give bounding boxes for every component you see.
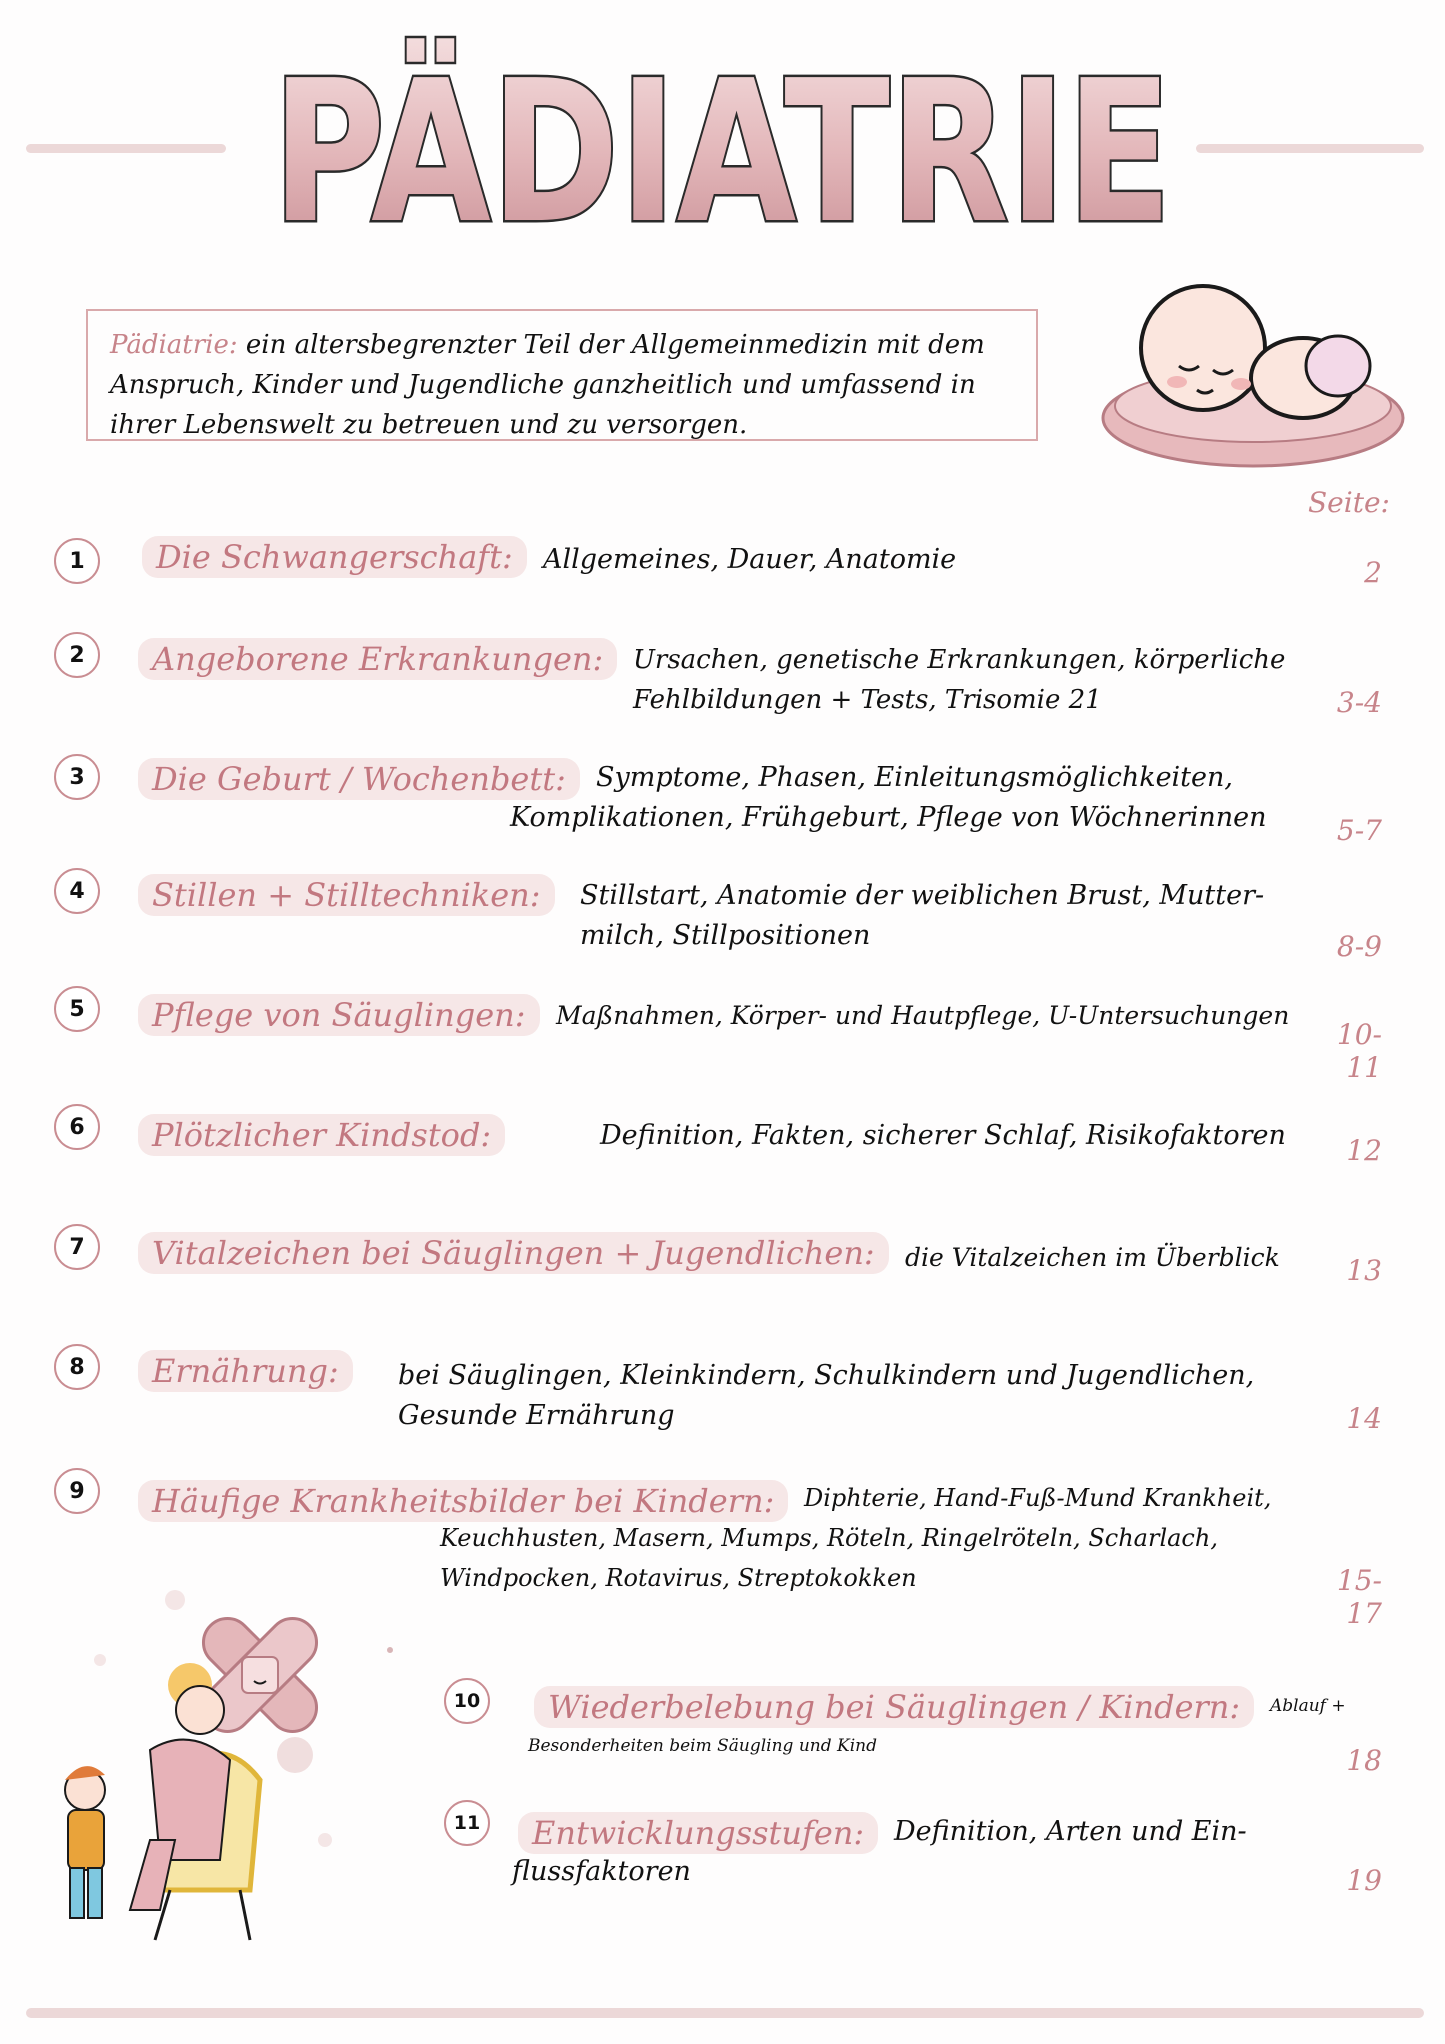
child-icon: [65, 1766, 105, 1918]
entry-description-line: Ursachen, genetische Erkrankungen, körperliche: [633, 645, 1286, 675]
entry-heading: Plötzlicher Kindstod:: [138, 1114, 505, 1156]
entry-page-number: 5-7: [1336, 814, 1382, 847]
entry-description-line: flussfaktoren: [512, 1856, 691, 1887]
top-rule-right: [1196, 144, 1424, 153]
nurse-child-illustration: [40, 1590, 430, 1950]
entry-description-line: Keuchhusten, Masern, Mumps, Röteln, Ringelröteln, Scharlach,: [440, 1524, 1218, 1552]
entry-description: [580, 876, 1290, 956]
entry-page-number: 13: [1346, 1254, 1382, 1287]
entry-number: 10: [444, 1678, 490, 1724]
entry-page-number: 2: [1364, 556, 1382, 589]
entry-heading: Wiederbelebung bei Säuglingen / Kindern:: [534, 1686, 1254, 1728]
entry-description: [510, 758, 1290, 838]
entry-description-line: Diphterie, Hand-Fuß-Mund Krankheit,: [804, 1484, 1272, 1512]
page-title-text: PÄDIATRIE: [272, 39, 1413, 267]
entry-number: 11: [444, 1800, 490, 1846]
top-rule-left: [26, 144, 226, 153]
entry-page-number: 19: [1346, 1864, 1382, 1897]
entry-description: [633, 640, 1290, 720]
definition-line-2: Anspruch, Kinder und Jugendliche ganzheitlich und umfassend in: [110, 370, 976, 400]
entry-heading: Stillen + Stilltechniken:: [138, 874, 555, 916]
entry-page-number: 12: [1346, 1134, 1382, 1167]
entry-description-line: Ablauf +: [1270, 1696, 1346, 1716]
sleeping-baby-illustration: [1093, 278, 1413, 478]
definition-line-3: ihrer Lebenswelt zu betreuen und zu versorgen.: [110, 410, 748, 440]
entry-description-line: Besonderheiten beim Säugling und Kind: [528, 1736, 877, 1756]
entry-number: 8: [54, 1344, 100, 1390]
entry-description-line: Maßnahmen, Körper- und Hautpflege, U-Untersuchungen: [556, 1001, 1290, 1030]
entry-heading: Vitalzeichen bei Säuglingen + Jugendlichen:: [138, 1232, 889, 1274]
entry-number: 4: [54, 868, 100, 914]
entry-description-line: Komplikationen, Frühgeburt, Pflege von Wöchnerinnen: [510, 802, 1267, 833]
entry-heading: Die Schwangerschaft:: [142, 536, 527, 578]
entry-heading: Die Geburt / Wochenbett:: [138, 758, 580, 800]
entry-page-number: 8-9: [1336, 930, 1382, 963]
entry-description-line: Definition, Fakten, sicherer Schlaf, Risikofaktoren: [600, 1120, 1286, 1151]
entry-page-number: 15-17: [1336, 1564, 1382, 1630]
entry-heading: Häufige Krankheitsbilder bei Kindern:: [138, 1480, 788, 1522]
entry-description: [600, 1116, 1290, 1156]
page-title: [262, 39, 1413, 267]
entry-description: [543, 540, 1290, 580]
entry-number: 2: [54, 632, 100, 678]
entry-description-line: Fehlbildungen + Tests, Trisomie 21: [633, 685, 1102, 715]
entry-number: 6: [54, 1104, 100, 1150]
entry-description: [556, 996, 1290, 1036]
entry-description-line: Gesunde Ernährung: [398, 1400, 675, 1431]
entry-description-line: bei Säuglingen, Kleinkindern, Schulkindern und Jugendlichen,: [398, 1360, 1255, 1391]
definition-line-1: Pädiatrie: ein altersbegrenzter Teil der Allgemeinmedizin mit dem: [110, 330, 985, 360]
entry-number: 1: [54, 538, 100, 584]
entry-description-line: Allgemeines, Dauer, Anatomie: [543, 544, 957, 575]
entry-description-line: Definition, Arten und Ein-: [894, 1816, 1247, 1847]
entry-page-number: 10-11: [1336, 1018, 1382, 1084]
entry-number: 7: [54, 1224, 100, 1270]
entry-heading: Pflege von Säuglingen:: [138, 994, 540, 1036]
entry-description-line: Windpocken, Rotavirus, Streptokokken: [440, 1564, 917, 1592]
entry-description-line: die Vitalzeichen im Überblick: [905, 1243, 1280, 1272]
entry-page-number: 3-4: [1336, 686, 1382, 719]
entry-page-number: 14: [1346, 1402, 1382, 1435]
entry-heading: Ernährung:: [138, 1350, 353, 1392]
entry-number: 5: [54, 986, 100, 1032]
definition-term: Pädiatrie: [110, 330, 229, 360]
entry-number: 9: [54, 1468, 100, 1514]
definition-box: [86, 309, 1038, 441]
entry-heading: Angeborene Erkrankungen:: [138, 638, 617, 680]
entry-page-number: 18: [1346, 1744, 1382, 1777]
entry-description-line: Symptome, Phasen, Einleitungsmöglichkeiten,: [596, 762, 1233, 793]
page-column-label: Seite:: [1308, 486, 1390, 519]
entry-description: [398, 1356, 1290, 1436]
entry-heading: Entwicklungsstufen:: [518, 1812, 878, 1854]
entry-number: 3: [54, 754, 100, 800]
entry-description: [905, 1238, 1290, 1278]
definition-text-1: ein altersbegrenzter Teil der Allgemeinmedizin mit dem: [245, 330, 985, 360]
entry-description-line: milch, Stillpositionen: [580, 920, 871, 951]
bottom-rule: [26, 2008, 1424, 2018]
entry-description-line: Stillstart, Anatomie der weiblichen Brust, Mutter-: [580, 880, 1265, 911]
